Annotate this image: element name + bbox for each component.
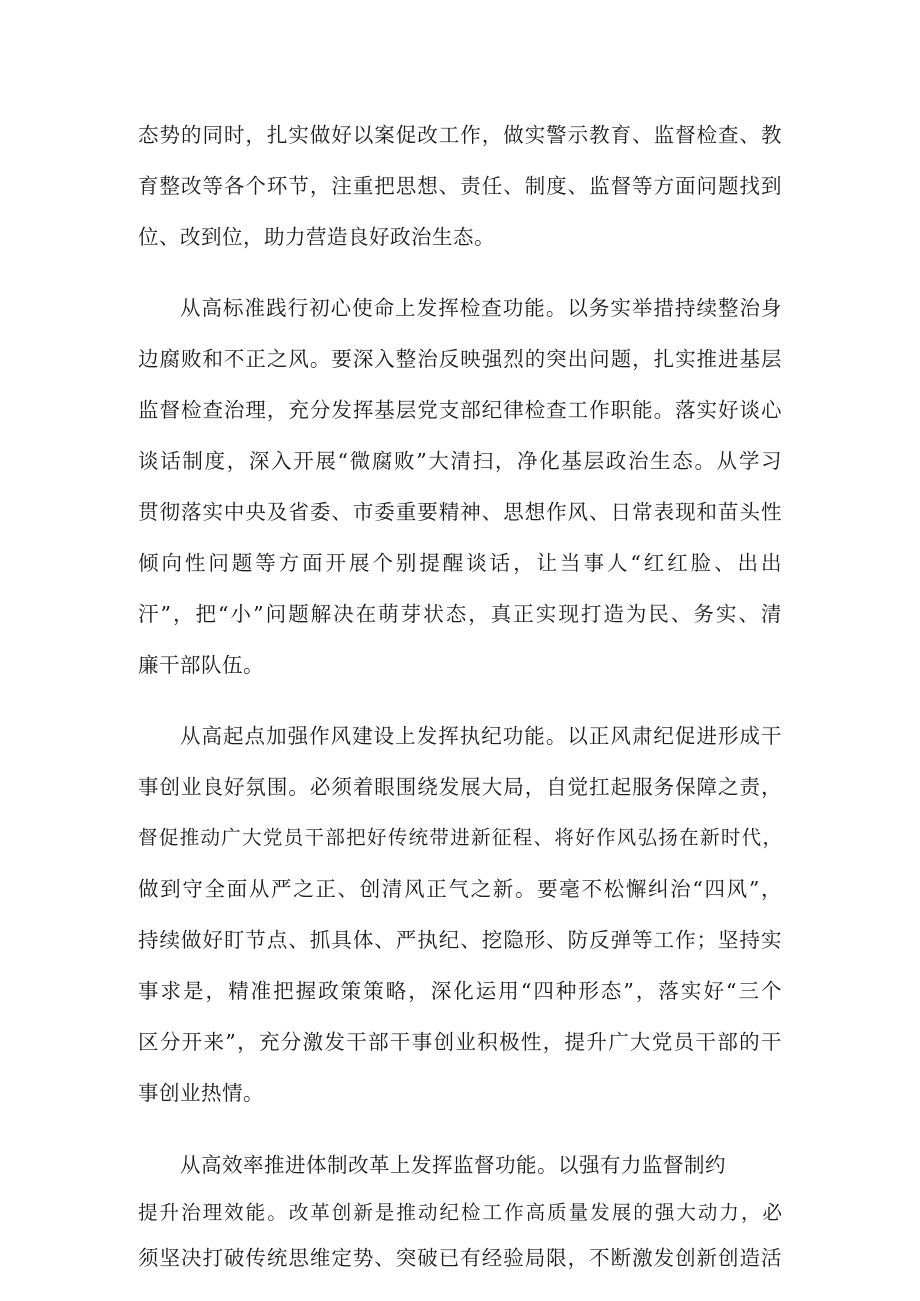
- paragraph-2-line-6: 倾向性问题等方面开展个别提醒谈话，让当事人“红红脸、出出: [138, 551, 782, 575]
- paragraph-2-line-8: 廉干部队伍。: [138, 653, 264, 677]
- paragraph-3-line-3: 督促推动广大党员干部把好传统带进新征程、将好作风弘扬在新时代，: [138, 826, 782, 849]
- paragraph-4-line-2: 提升治理效能。改革创新是推动纪检工作高质量发展的强大动力，必: [138, 1201, 782, 1224]
- paragraph-2-line-7: 汗”，把“小”问题解决在萌芽状态，真正实现打造为民、务实、清: [138, 602, 782, 626]
- paragraph-2-line-1: 从高标准践行初心使命上发挥检查功能。以务实举措持续整治身: [180, 296, 782, 320]
- paragraph-3-line-8: 事创业热情。: [138, 1081, 264, 1105]
- paragraph-4-line-1: 从高效率推进体制改革上发挥监督功能。以强有力监督制约: [180, 1153, 726, 1177]
- paragraph-1-line-2: 育整改等各个环节，注重把思想、责任、制度、监督等方面问题找到: [138, 174, 782, 198]
- paragraph-2-line-4: 谈话制度，深入开展“微腐败”大清扫，净化基层政治生态。从学习: [138, 449, 782, 473]
- paragraph-2-line-5: 贯彻落实中央及省委、市委重要精神、思想作风、日常表现和苗头性: [138, 500, 782, 524]
- paragraph-3-line-4: 做到守全面从严之正、创清风正气之新。要毫不松懈纠治“四风”，: [138, 877, 782, 901]
- paragraph-3-line-5: 持续做好盯节点、抓具体、严执纪、挖隐形、防反弹等工作；坚持实: [138, 928, 782, 952]
- paragraph-3-line-2: 事创业良好氛围。必须着眼围绕发展大局，自觉扛起服务保障之责，: [138, 775, 782, 799]
- paragraph-1-line-1: 态势的同时，扎实做好以案促改工作，做实警示教育、监督检查、教: [138, 123, 782, 147]
- paragraph-3-line-6: 事求是，精准把握政策策略，深化运用“四种形态”，落实好“三个: [138, 979, 782, 1003]
- paragraph-2-line-2: 边腐败和不正之风。要深入整治反映强烈的突出问题，扎实推进基层: [138, 347, 782, 371]
- paragraph-1-line-3: 位、改到位，助力营造良好政治生态。: [138, 225, 495, 249]
- paragraph-2-line-3: 监督检查治理，充分发挥基层党支部纪律检查工作职能。落实好谈心: [138, 398, 782, 422]
- paragraph-3-line-1: 从高起点加强作风建设上发挥执纪功能。以正风肃纪促进形成干: [180, 724, 782, 748]
- paragraph-4-line-3: 须坚决打破传统思维定势、突破已有经验局限，不断激发创新创造活: [138, 1246, 782, 1270]
- paragraph-3-line-7: 区分开来”，充分激发干部干事创业积极性，提升广大党员干部的干: [138, 1030, 782, 1054]
